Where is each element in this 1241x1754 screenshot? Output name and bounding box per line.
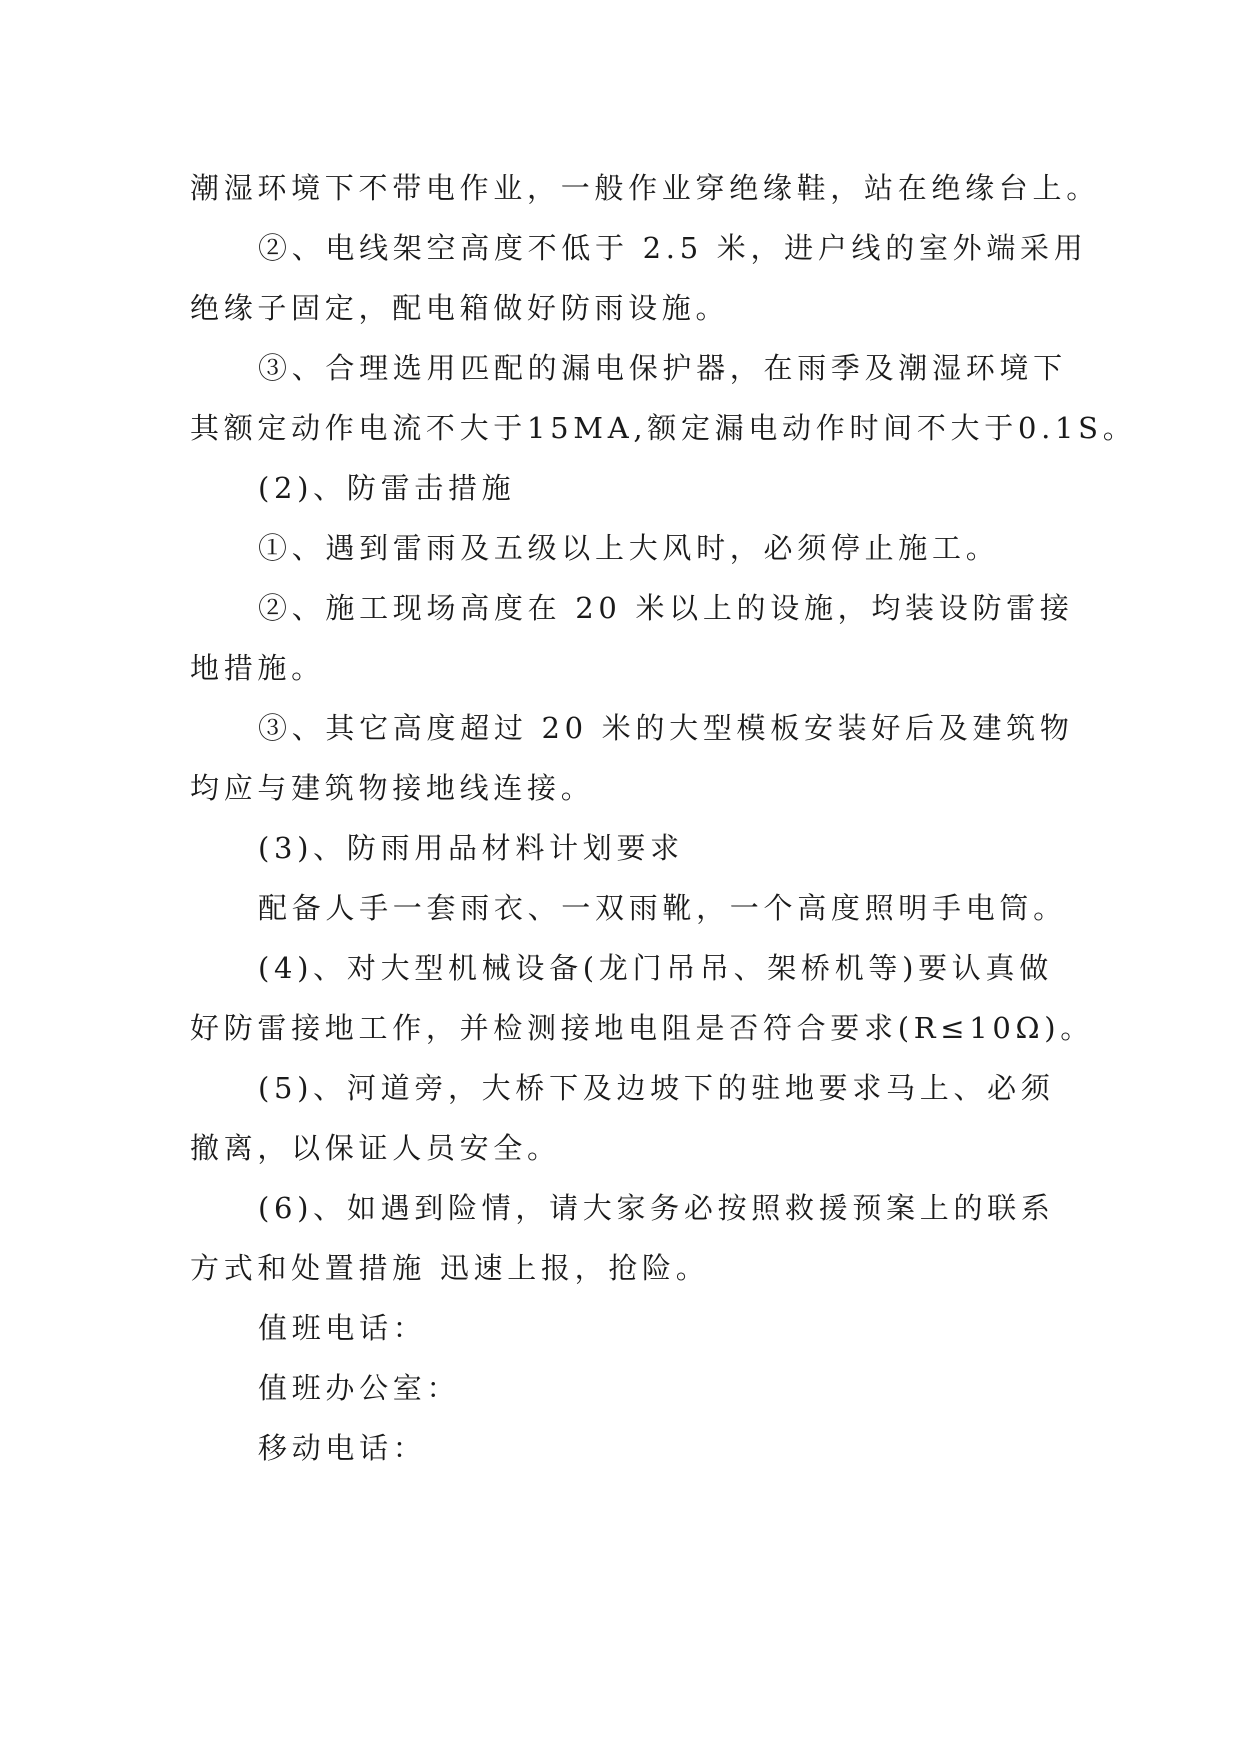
paragraph-line: 配备人手一套雨衣、一双雨靴，一个高度照明手电筒。 xyxy=(258,891,1067,925)
contact-duty-office-label: 值班办公室： xyxy=(258,1371,461,1405)
paragraph-line: 其额定动作电流不大于15MA,额定漏电动作时间不大于0.1S。 xyxy=(190,411,1137,445)
paragraph-line: 潮湿环境下不带电作业，一般作业穿绝缘鞋，站在绝缘台上。 xyxy=(190,171,1100,205)
contact-duty-phone-label: 值班电话： xyxy=(258,1311,427,1345)
paragraph-line: 撤离，以保证人员安全。 xyxy=(190,1131,561,1165)
paragraph-line: 绝缘子固定，配电箱做好防雨设施。 xyxy=(190,291,730,325)
paragraph-line: 地措施。 xyxy=(190,651,325,685)
paragraph-line: 均应与建筑物接地线连接。 xyxy=(190,771,595,805)
document-body xyxy=(190,158,1137,1478)
paragraph-line: (4)、对大型机械设备(龙门吊吊、架桥机等)要认真做 xyxy=(258,951,1053,985)
paragraph-line: ③、其它高度超过 20 米的大型模板安装好后及建筑物 xyxy=(258,711,1074,745)
section-heading: (2)、防雷击措施 xyxy=(258,471,516,505)
paragraph-line: (5)、河道旁，大桥下及边坡下的驻地要求马上、必须 xyxy=(258,1071,1055,1105)
paragraph-line: 好防雷接地工作，并检测接地电阻是否符合要求(R≤10Ω)。 xyxy=(190,1011,1095,1045)
contact-mobile-phone-label: 移动电话： xyxy=(258,1431,427,1465)
paragraph-line: ③、合理选用匹配的漏电保护器，在雨季及潮湿环境下 xyxy=(258,351,1067,385)
paragraph-line: ②、电线架空高度不低于 2.5 米，进户线的室外端采用 xyxy=(258,231,1088,265)
section-heading: (3)、防雨用品材料计划要求 xyxy=(258,831,684,865)
paragraph-line: ②、施工现场高度在 20 米以上的设施，均装设防雷接 xyxy=(258,591,1074,625)
paragraph-line: (6)、如遇到险情，请大家务必按照救援预案上的联系 xyxy=(258,1191,1055,1225)
paragraph-line: ①、遇到雷雨及五级以上大风时，必须停止施工。 xyxy=(258,531,1000,565)
paragraph-line: 方式和处置措施 迅速上报，抢险。 xyxy=(190,1251,710,1285)
